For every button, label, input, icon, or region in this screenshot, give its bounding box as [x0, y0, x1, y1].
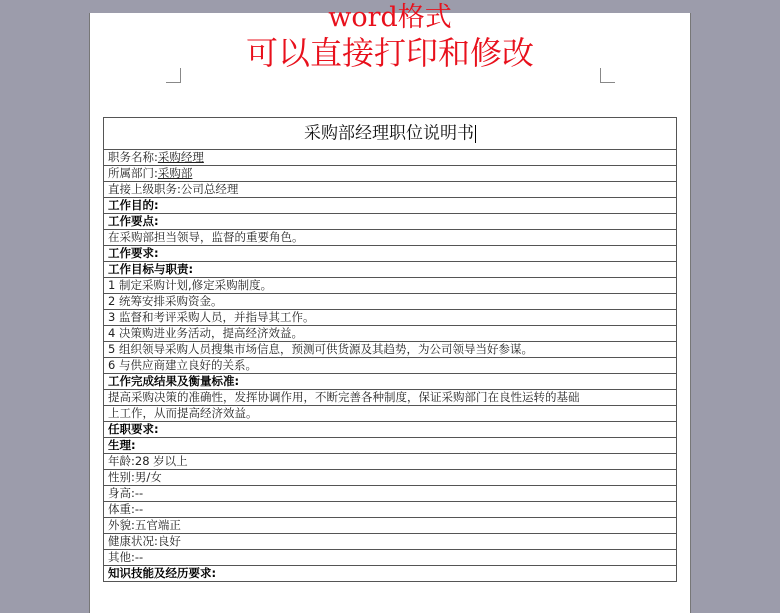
job-name-row[interactable]: [104, 150, 677, 166]
table-row[interactable]: 提高采购决策的准确性，发挥协调作用，不断完善各种制度，保证采购部门在良性运转的基础: [104, 390, 677, 406]
text-cursor: [475, 125, 476, 143]
table-row[interactable]: 上工作，从而提高经济效益。: [104, 406, 677, 422]
table-row[interactable]: 外貌:五官端正: [104, 518, 677, 534]
table-row[interactable]: 直接上级职务:公司总经理: [104, 182, 677, 198]
section-heading-row[interactable]: 工作目标与职责:: [104, 262, 677, 278]
table-row[interactable]: 健康状况:良好: [104, 534, 677, 550]
job-name-value: 采购经理: [157, 150, 204, 164]
table-row[interactable]: 性别:男/女: [104, 470, 677, 486]
title-text: 采购部经理职位说明书: [304, 123, 474, 143]
table-row[interactable]: 身高:--: [104, 486, 677, 502]
job-name-label: 职务名称:: [108, 150, 158, 164]
banner-line-2: 可以直接打印和修改: [245, 34, 534, 72]
section-heading-row[interactable]: 知识技能及经历要求:: [104, 566, 677, 582]
table-row[interactable]: 年龄:28 岁以上: [104, 454, 677, 470]
margin-corner-mark: [166, 68, 181, 83]
table-row[interactable]: 在采购部担当领导，监督的重要角色。: [104, 230, 677, 246]
section-heading-row[interactable]: 任职要求:: [104, 422, 677, 438]
section-heading-row[interactable]: 工作要求:: [104, 246, 677, 262]
table-row[interactable]: 6 与供应商建立良好的关系。: [104, 358, 677, 374]
job-description-table: [103, 117, 677, 582]
section-heading-row[interactable]: 生理:: [104, 438, 677, 454]
department-label: 所属部门:: [108, 166, 158, 180]
banner-line-1: word格式: [328, 2, 452, 33]
department-row[interactable]: [104, 166, 677, 182]
section-heading-row[interactable]: 工作目的:: [104, 198, 677, 214]
department-value: 采购部: [157, 166, 193, 180]
table-row[interactable]: 1 制定采购计划,修定采购制度。: [104, 278, 677, 294]
section-heading-row[interactable]: 工作完成结果及衡量标准:: [104, 374, 677, 390]
table-row[interactable]: 其他:--: [104, 550, 677, 566]
table-row[interactable]: 5 组织领导采购人员搜集市场信息，预测可供货源及其趋势，为公司领导当好参谋。: [104, 342, 677, 358]
table-row[interactable]: 体重:--: [104, 502, 677, 518]
document-title[interactable]: [104, 118, 677, 150]
margin-corner-mark: [600, 68, 615, 83]
table-row[interactable]: 4 决策购进业务活动，提高经济效益。: [104, 326, 677, 342]
table-row[interactable]: 3 监督和考评采购人员，并指导其工作。: [104, 310, 677, 326]
promo-banner: [200, 0, 580, 73]
section-heading-row[interactable]: 工作要点:: [104, 214, 677, 230]
table-row[interactable]: 2 统筹安排采购资金。: [104, 294, 677, 310]
